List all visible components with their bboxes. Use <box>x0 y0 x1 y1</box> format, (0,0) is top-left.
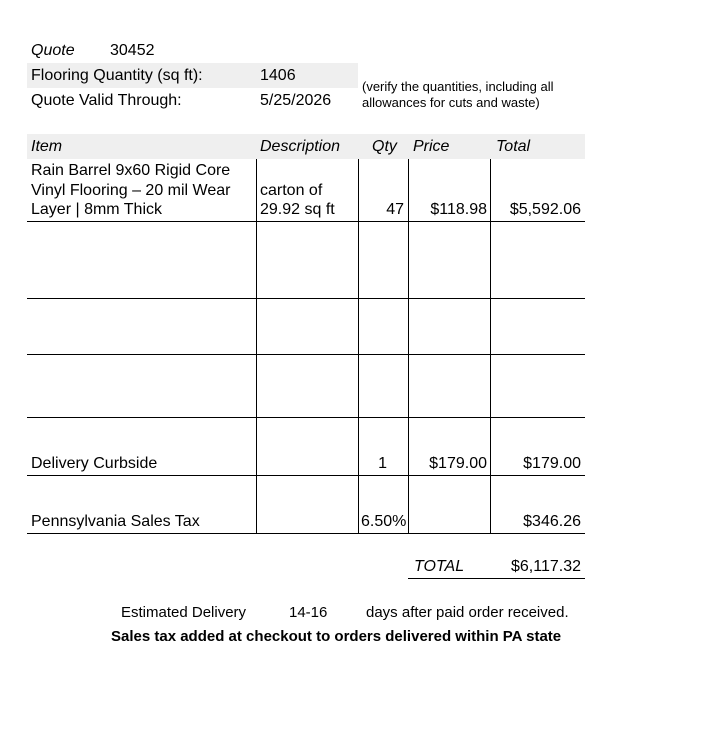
row-divider <box>27 417 585 418</box>
col-header-qty: Qty <box>372 138 397 155</box>
row-flooring-item-line-1: Rain Barrel 9x60 Rigid Core <box>31 162 231 179</box>
column-divider <box>358 159 359 534</box>
row-flooring-item-line-3: Layer | 8mm Thick <box>31 201 163 218</box>
grand-total-label: TOTAL <box>414 558 465 575</box>
grand-total-value: $6,117.32 <box>511 558 581 575</box>
row-divider <box>27 354 585 355</box>
verify-note-line-2: allowances for cuts and waste) <box>362 95 540 110</box>
valid-through-label: Quote Valid Through: <box>31 92 182 109</box>
row-flooring-description-line-1: carton of <box>260 182 323 199</box>
verify-note-line-1: (verify the quantities, including all <box>362 79 554 94</box>
estimated-delivery-days: 14-16 <box>289 604 328 621</box>
row-delivery-total: $179.00 <box>523 455 581 472</box>
col-header-price: Price <box>413 138 450 155</box>
sales-tax-note: Sales tax added at checkout to orders delivered within PA state <box>111 628 562 645</box>
quote-label: Quote <box>31 42 75 59</box>
valid-through-date: 5/25/2026 <box>260 92 332 109</box>
col-header-total: Total <box>496 138 531 155</box>
row-delivery-qty: 1 <box>378 455 387 472</box>
col-header-item: Item <box>31 138 63 155</box>
row-flooring-qty: 47 <box>386 201 404 218</box>
row-flooring-total: $5,592.06 <box>509 201 581 218</box>
column-divider <box>256 159 257 534</box>
row-divider <box>27 475 585 476</box>
row-sales-tax-item: Pennsylvania Sales Tax <box>31 513 200 530</box>
row-flooring-price: $118.98 <box>430 201 487 218</box>
row-divider <box>27 221 585 222</box>
estimated-delivery-label: Estimated Delivery <box>121 604 247 621</box>
quote-number: 30452 <box>110 42 155 59</box>
row-delivery-item: Delivery Curbside <box>31 455 158 472</box>
row-divider <box>27 298 585 299</box>
row-sales-tax-rate: 6.50% <box>361 513 407 530</box>
flooring-qty-label: Flooring Quantity (sq ft): <box>31 67 203 84</box>
column-divider <box>490 159 491 534</box>
column-divider <box>408 159 409 534</box>
row-delivery-price: $179.00 <box>429 455 487 472</box>
estimated-delivery-suffix: days after paid order received. <box>366 604 569 621</box>
row-divider <box>27 533 585 534</box>
row-sales-tax-total: $346.26 <box>523 513 581 530</box>
row-flooring-item-line-2: Vinyl Flooring – 20 mil Wear <box>31 182 231 199</box>
grand-total-underline <box>408 578 585 579</box>
row-flooring-description-line-2: 29.92 sq ft <box>260 201 335 218</box>
flooring-qty-value: 1406 <box>260 67 296 84</box>
col-header-description: Description <box>260 138 341 155</box>
